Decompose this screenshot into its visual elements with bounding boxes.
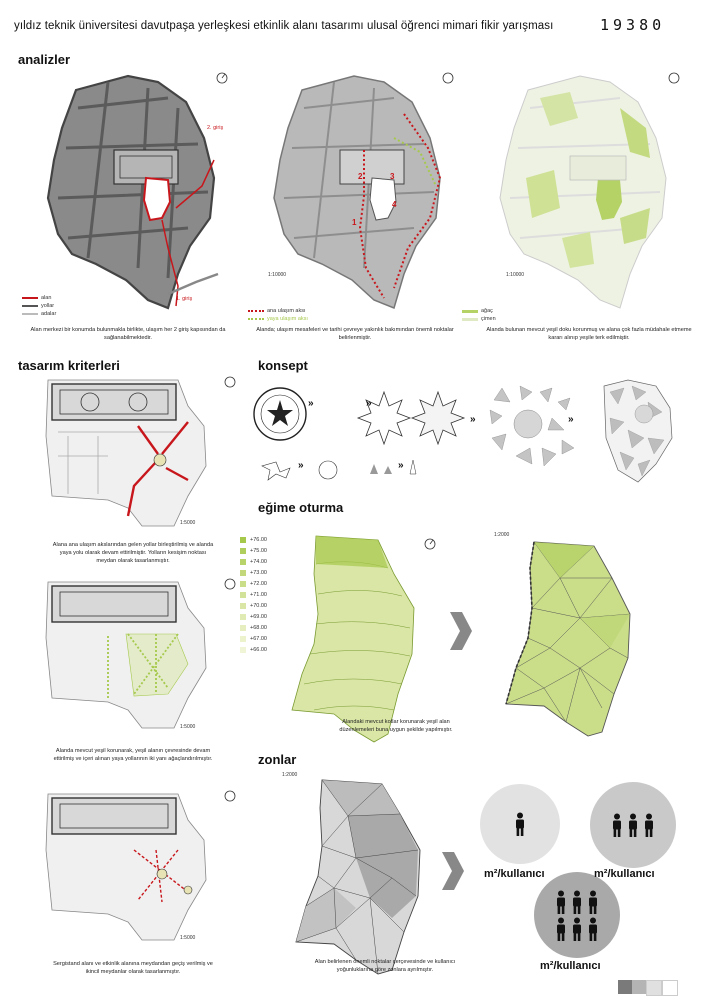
- elevation-legend-item: [240, 611, 267, 622]
- elevation-legend: [240, 534, 267, 655]
- elevation-swatch: [240, 548, 246, 554]
- elevation-value: +74.00: [250, 558, 267, 565]
- density-label-mid: m²/kullanıcı: [594, 868, 655, 880]
- concept-arrow-1: »: [308, 398, 314, 409]
- concept-arrow-5: »: [298, 460, 304, 471]
- elevation-legend-item: [240, 567, 267, 578]
- density-circle-high: [534, 872, 620, 958]
- elevation-value: +67.00: [250, 635, 267, 642]
- section-title-criteria: tasarım kriterleri: [18, 358, 120, 373]
- person-icon: [571, 890, 583, 914]
- analysis-map-green: [470, 68, 692, 320]
- elevation-value: +72.00: [250, 580, 267, 587]
- entry-1-label: 1. giriş: [176, 296, 193, 302]
- elevation-swatch: [240, 537, 246, 543]
- caption-map2: Alanda; ulaşım mesafeleri ve tarihi çevreye yakınlık bakımından önemli noktalar belirlenmiştir.: [256, 327, 454, 342]
- point-4: 4: [392, 200, 397, 209]
- north-icon: [424, 538, 436, 550]
- scale-map3: 1:10000: [506, 272, 525, 278]
- criteria-scale-3: 1:5000: [180, 935, 196, 941]
- elevation-value: +71.00: [250, 591, 267, 598]
- slope-scale: 1:2000: [494, 532, 510, 538]
- point-2: 2: [358, 172, 363, 181]
- person-icon: [514, 812, 526, 836]
- elevation-swatch: [240, 570, 246, 576]
- slope-caption: Alandaki mevcut kotlar korunarak yeşil alan düzenlemeleri buna uygun şekilde yapılmıştır.: [339, 719, 453, 734]
- person-icon: [555, 890, 567, 914]
- person-icon: [611, 813, 623, 837]
- legend-map3: [462, 308, 496, 322]
- criteria-plan-2: [38, 578, 238, 736]
- person-icon: [571, 890, 583, 914]
- person-icon: [514, 812, 526, 836]
- legend-item: alan: [41, 295, 52, 301]
- legend-map2: [248, 308, 308, 322]
- elevation-value: +66.00: [250, 646, 267, 653]
- elevation-legend-item: [240, 622, 267, 633]
- triangulated-plan: [490, 538, 650, 738]
- person-icon: [643, 813, 655, 837]
- elevation-swatch: [240, 647, 246, 653]
- person-icon: [587, 890, 599, 914]
- elevation-swatch: [240, 581, 246, 587]
- legend-item: yaya ulaşım aksı: [267, 316, 308, 322]
- density-circle-low: [480, 784, 560, 864]
- scale-map2: 1:10000: [268, 272, 287, 278]
- elevation-value: +75.00: [250, 547, 267, 554]
- section-title-concept: konsept: [258, 358, 308, 373]
- elevation-legend-item: [240, 589, 267, 600]
- section-title-analysis: analizler: [18, 52, 71, 67]
- north-icon: [225, 579, 235, 589]
- criteria-plan-3: [38, 790, 238, 948]
- person-icon: [627, 813, 639, 837]
- elevation-legend-item: [240, 545, 267, 556]
- elevation-value: +68.00: [250, 624, 267, 631]
- person-icon: [587, 917, 599, 941]
- elevation-value: +70.00: [250, 602, 267, 609]
- north-icon: [669, 73, 679, 83]
- legend-item: ağaç: [481, 308, 493, 314]
- entry-2-label: 2. giriş: [207, 125, 224, 131]
- zones-caption: Alan belirlenen önemli noktalar çerçevesinde ve kullanıcı yoğunluklarına göre zonlara ayrılmıştır.: [314, 959, 456, 974]
- person-icon: [587, 890, 599, 914]
- elevation-legend-item: [240, 644, 267, 655]
- point-1: 1: [352, 218, 357, 227]
- concept-arrow-2: »: [366, 398, 372, 409]
- north-icon: [225, 377, 235, 387]
- contour-plan: [284, 534, 434, 746]
- elevation-value: +76.00: [250, 536, 267, 543]
- legend-item: yollar: [41, 303, 55, 309]
- elevation-swatch: [240, 592, 246, 598]
- legend-map1: [22, 295, 56, 317]
- zones-scale: 1:2000: [282, 772, 298, 778]
- person-icon: [571, 917, 583, 941]
- elevation-swatch: [240, 625, 246, 631]
- legend-item: çimen: [481, 316, 496, 322]
- density-label-low: m²/kullanıcı: [484, 868, 545, 880]
- concept-arrow-4: »: [568, 414, 574, 425]
- criteria-scale-2: 1:5000: [180, 724, 196, 730]
- person-icon: [555, 917, 567, 941]
- elevation-legend-item: [240, 600, 267, 611]
- north-icon: [225, 791, 235, 801]
- elevation-value: +69.00: [250, 613, 267, 620]
- person-icon: [555, 890, 567, 914]
- elevation-legend-item: [240, 534, 267, 545]
- criteria-caption-1: Alana ana ulaşım akslarından gelen yollar birleştirilmiş ve alanda yaya yolu olarak devam ettirilmiştir. Yolların kesişim noktası meydan olarak tasarlanmıştır.: [52, 542, 214, 565]
- person-icon: [587, 917, 599, 941]
- criteria-scale-1: 1:5000: [180, 520, 196, 526]
- page-title: yıldız teknik üniversitesi davutpaşa yerleşkesi etkinlik alanı tasarımı ulusal öğrenci mimari fikir yarışması: [14, 20, 554, 32]
- elevation-swatch: [240, 603, 246, 609]
- section-title-zones: zonlar: [258, 752, 297, 767]
- chevron-right-icon: [448, 610, 474, 652]
- criteria-caption-2: Alanda mevcut yeşil korunarak, yeşil alanın çevresinde devam ettirilmiş ve içeri alınan yaya yollarının iki yanı ağaçlandırılmıştır.: [53, 748, 213, 763]
- section-title-slope: eğime oturma: [258, 500, 344, 515]
- elevation-swatch: [240, 559, 246, 565]
- person-icon: [571, 917, 583, 941]
- elevation-legend-item: [240, 556, 267, 567]
- person-icon: [611, 813, 623, 837]
- concept-arrow-6: »: [398, 460, 404, 471]
- elevation-legend-item: [240, 633, 267, 644]
- density-circle-mid: [590, 782, 676, 868]
- concept-arrow-3: »: [470, 414, 476, 425]
- concept-diagram: [252, 378, 692, 488]
- elevation-value: +73.00: [250, 569, 267, 576]
- criteria-plan-1: [38, 376, 238, 534]
- analysis-map-points: [244, 68, 466, 320]
- density-label-high: m²/kullanıcı: [540, 960, 601, 972]
- elevation-swatch: [240, 614, 246, 620]
- elevation-legend-item: [240, 578, 267, 589]
- analysis-map-access: [18, 68, 240, 320]
- entry-code: 19380: [600, 16, 666, 34]
- elevation-swatch: [240, 636, 246, 642]
- zone-gray-scale: [618, 980, 678, 996]
- criteria-caption-3: Sergistand alanı ve etkinlik alanına meydandan geçiş verilmiş ve ikincil meydanlar olarak tasarlanmıştır.: [53, 961, 213, 976]
- legend-item: adalar: [41, 311, 57, 317]
- person-icon: [643, 813, 655, 837]
- person-icon: [555, 917, 567, 941]
- zones-plan: [282, 778, 442, 978]
- legend-item: ana ulaşım aksı: [267, 308, 306, 314]
- chevron-right-icon: [440, 850, 466, 892]
- point-3: 3: [390, 172, 395, 181]
- caption-map3: Alanda bulunan mevcut yeşil doku korunmuş ve alana çok fazla müdahale etmeme kararı alınıp yeşile terk edilmiştir.: [486, 327, 692, 342]
- north-icon: [443, 73, 453, 83]
- person-icon: [627, 813, 639, 837]
- caption-map1: Alan merkezi bir konumda bulunmakla birlikte, ulaşım her 2 giriş kapısından da sağlanabilmektedir.: [30, 327, 226, 342]
